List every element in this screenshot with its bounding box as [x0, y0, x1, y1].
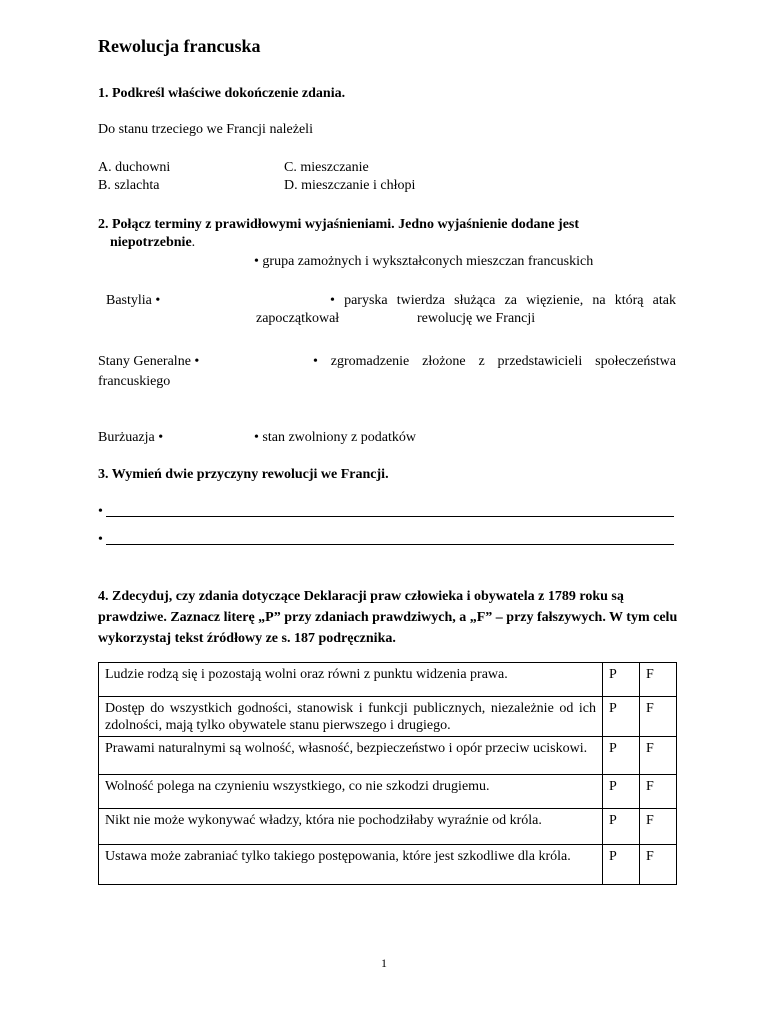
table-row	[99, 809, 677, 845]
q1-option-d[interactable]: D. mieszczanie i chłopi	[284, 178, 416, 193]
q3-answer-line-1[interactable]	[106, 516, 674, 517]
q2-term-burzuazja[interactable]: Burżuazja •	[98, 430, 164, 445]
answer-p-cell[interactable]: P	[603, 809, 640, 845]
q2-term-bastylia[interactable]: Bastylia •	[106, 293, 161, 308]
statement-cell: Nikt nie może wykonywać władzy, która nie pochodziłaby wyraźnie od króla.	[99, 809, 603, 845]
answer-p-cell[interactable]: P	[603, 845, 640, 885]
table-row	[99, 737, 677, 775]
table-row	[99, 845, 677, 885]
answer-f-cell[interactable]: F	[640, 809, 677, 845]
q4-heading: 4. Zdecyduj, czy zdania dotyczące Deklaracji praw człowieka i obywatela z 1789 roku są prawdziwe. Zaznacz literę „P” przy zdaniach prawdziwych, a „F” – przy fałszywych. W tym celu wykorzystaj tekst źródłowy ze s. 187 podręcznika.	[98, 589, 678, 646]
q2-heading-line2	[110, 235, 195, 251]
answer-f-cell[interactable]: F	[640, 663, 677, 697]
answer-p-cell[interactable]: P	[603, 775, 640, 809]
table-row	[99, 697, 677, 737]
q3-bullet-2: •	[98, 532, 103, 547]
q1-option-c[interactable]: C. mieszczanie	[284, 160, 369, 175]
table-row	[99, 663, 677, 697]
table-row	[99, 775, 677, 809]
answer-p-cell[interactable]: P	[603, 663, 640, 697]
answer-p-cell[interactable]: P	[603, 737, 640, 775]
page-number: 1	[381, 956, 387, 970]
q2-def1-line2a: zapoczątkował	[256, 311, 340, 326]
q1-prompt: Do stanu trzeciego we Francji należeli	[98, 122, 313, 137]
true-false-table	[98, 662, 677, 885]
q3-bullet-1: •	[98, 504, 103, 519]
q2-def3[interactable]: • stan zwolniony z podatków	[254, 430, 416, 445]
q2-term2-continuation: francuskiego	[98, 374, 171, 389]
q1-option-a[interactable]: A. duchowni	[98, 160, 171, 175]
answer-f-cell[interactable]: F	[640, 775, 677, 809]
statement-cell: Ustawa może zabraniać tylko takiego postępowania, które jest szkodliwe dla króla.	[99, 845, 603, 885]
answer-f-cell[interactable]: F	[640, 845, 677, 885]
statement-cell: Prawami naturalnymi są wolność, własność, bezpieczeństwo i opór przeciw uciskowi.	[99, 737, 603, 775]
statement-cell: Ludzie rodzą się i pozostają wolni oraz równi z punktu widzenia prawa.	[99, 663, 603, 697]
answer-f-cell[interactable]: F	[640, 737, 677, 775]
statement-cell: Wolność polega na czynieniu wszystkiego, co nie szkodzi drugiemu.	[99, 775, 603, 809]
q2-def1-line2b: rewolucję we Francji	[417, 311, 536, 326]
q3-heading: 3. Wymień dwie przyczyny rewolucji we Francji.	[98, 467, 389, 482]
page-title: Rewolucja francuska	[98, 36, 261, 56]
answer-f-cell[interactable]: F	[640, 697, 677, 737]
statement-cell: Dostęp do wszystkich godności, stanowisk i funkcji publicznych, niezależnie od ich zdolności, mają tylko obywatele stanu pierwszego i drugiego.	[99, 697, 603, 737]
answer-p-cell[interactable]: P	[603, 697, 640, 737]
q2-def2-line1[interactable]: • zgromadzenie złożone z przedstawicieli społeczeństwa	[313, 354, 676, 369]
q2-extra-definition[interactable]: • grupa zamożnych i wykształconych mieszczan francuskich	[254, 254, 594, 269]
q1-heading: 1. Podkreśl właściwe dokończenie zdania.	[98, 86, 346, 101]
q2-heading-period: .	[191, 235, 196, 250]
q2-def1-line1[interactable]: • paryska twierdza służąca za więzienie, na którą atak	[330, 293, 676, 308]
q2-heading-line1: 2. Połącz terminy z prawidłowymi wyjaśnieniami. Jedno wyjaśnienie dodane jest	[98, 217, 580, 232]
q3-answer-line-2[interactable]	[106, 544, 674, 545]
q2-term-stany-generalne[interactable]: Stany Generalne •	[98, 354, 200, 369]
q2-heading-line2-text: niepotrzebnie	[110, 235, 192, 250]
q1-option-b[interactable]: B. szlachta	[98, 178, 160, 193]
